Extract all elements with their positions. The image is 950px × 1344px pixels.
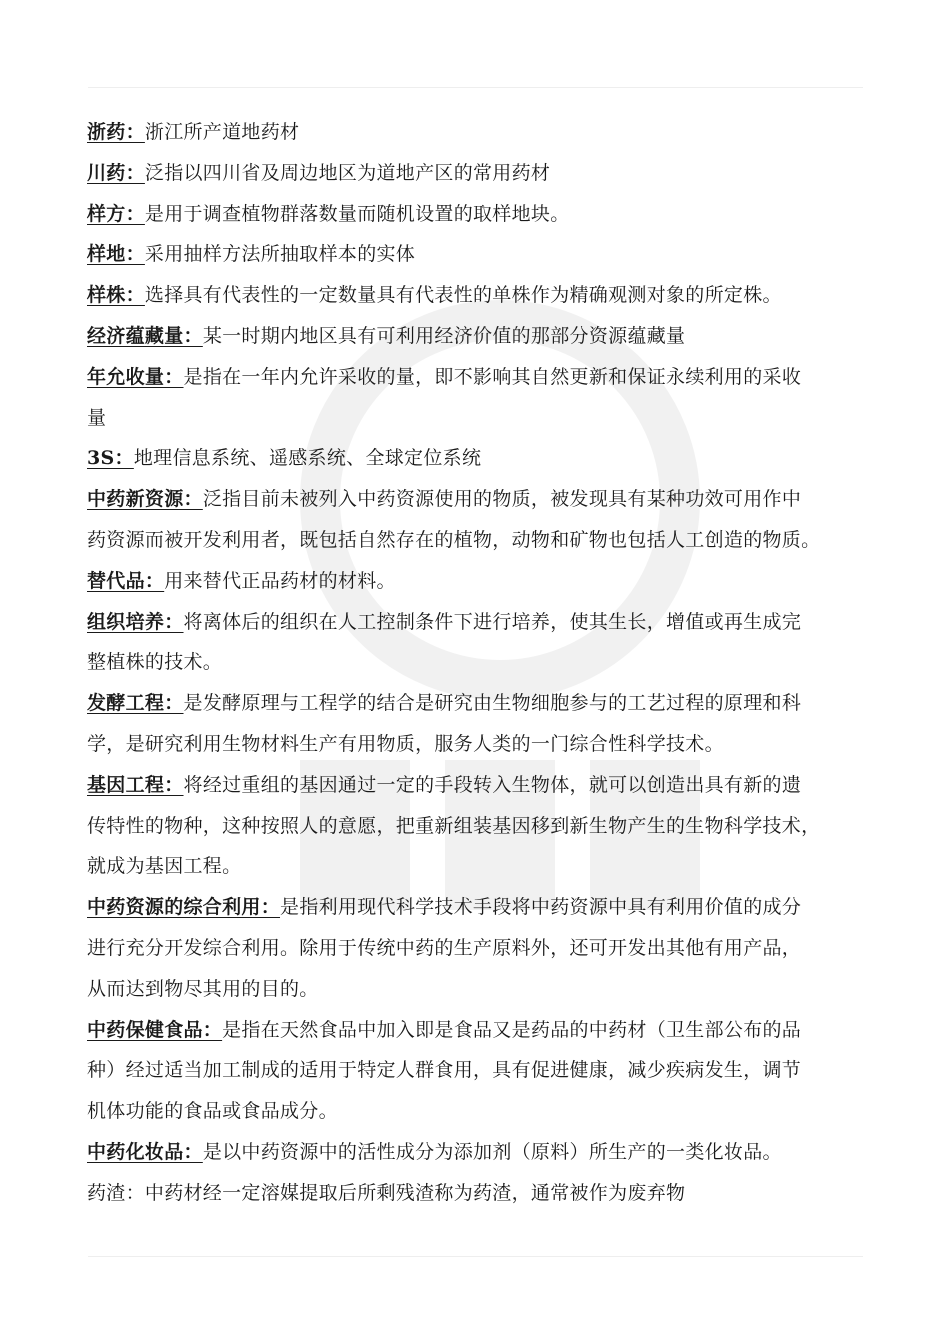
term-label: 替代品： bbox=[87, 569, 165, 592]
definition-text: 种）经过适当加工制成的适用于特定人群食用，具有促进健康，减少疾病发生，调节 bbox=[87, 1059, 802, 1082]
glossary-entry bbox=[87, 357, 887, 439]
term-label: 中药新资源： bbox=[87, 488, 203, 511]
entry-line bbox=[87, 1091, 887, 1132]
definition-text: 用来替代正品药材的材料。 bbox=[164, 569, 396, 592]
glossary-entry bbox=[87, 561, 887, 602]
term-label: 发酵工程： bbox=[87, 692, 184, 715]
definition-text: 机体功能的食品或食品成分。 bbox=[87, 1100, 338, 1123]
entry-line bbox=[87, 683, 887, 724]
term-label: 中药保健食品： bbox=[87, 1018, 223, 1041]
definition-text: 是指利用现代科学技术手段将中药资源中具有利用价值的成分 bbox=[280, 896, 802, 919]
glossary-entry bbox=[87, 1173, 887, 1214]
term-label: 样株： bbox=[87, 284, 145, 307]
definition-text: 是以中药资源中的活性成分为添加剂（原料）所生产的一类化妆品。 bbox=[202, 1140, 782, 1163]
term-label: 基因工程： bbox=[87, 773, 184, 796]
definition-text: 进行充分开发综合利用。除用于传统中药的生产原料外，还可开发出其他有用产品， bbox=[87, 936, 802, 959]
entry-line bbox=[87, 1173, 887, 1214]
glossary-entry bbox=[87, 765, 887, 887]
entry-line bbox=[87, 642, 887, 683]
entry-line bbox=[87, 275, 887, 316]
definition-text: 将离体后的组织在人工控制条件下进行培养，使其生长，增值或再生成完 bbox=[183, 610, 802, 633]
footer-rule bbox=[88, 1256, 863, 1257]
term-label: 中药化妆品： bbox=[87, 1140, 203, 1163]
definition-text: 泛指目前未被列入中药资源使用的物质，被发现具有某种功效可用作中 bbox=[202, 488, 802, 511]
definition-text: 就成为基因工程。 bbox=[87, 855, 242, 878]
definition-text: 整植株的技术。 bbox=[87, 651, 223, 674]
entry-line bbox=[87, 1132, 887, 1173]
entry-line bbox=[87, 602, 887, 643]
definition-text: 采用抽样方法所抽取样本的实体 bbox=[144, 243, 416, 266]
term-label: 年允收量： bbox=[87, 365, 184, 388]
definition-text: 某一时期内地区具有可利用经济价值的那部分资源蕴藏量 bbox=[202, 324, 686, 347]
entry-line bbox=[87, 928, 887, 969]
glossary-entry bbox=[87, 112, 887, 153]
term-label: 3S： bbox=[87, 447, 134, 470]
glossary-entry bbox=[87, 1010, 887, 1132]
definition-text: 泛指以四川省及周边地区为道地产区的常用药材 bbox=[144, 161, 551, 184]
entry-line bbox=[87, 194, 887, 235]
definition-text: 药资源而被开发利用者，既包括自然存在的植物，动物和矿物也包括人工创造的物质。 bbox=[87, 528, 821, 551]
glossary-entry bbox=[87, 438, 887, 479]
entry-line bbox=[87, 765, 887, 806]
glossary-entry bbox=[87, 683, 887, 765]
definition-text: 是用于调查植物群落数量而随机设置的取样地块。 bbox=[144, 202, 570, 225]
glossary-entry bbox=[87, 194, 887, 235]
entry-line bbox=[87, 316, 887, 357]
definition-text: 将经过重组的基因通过一定的手段转入生物体，就可以创造出具有新的遗 bbox=[183, 773, 802, 796]
term-label: 样地： bbox=[87, 243, 145, 266]
header-rule bbox=[88, 87, 863, 88]
glossary-entry bbox=[87, 479, 887, 561]
term-label: 川药： bbox=[87, 161, 145, 184]
entry-line bbox=[87, 153, 887, 194]
term-label: 样方： bbox=[87, 202, 145, 225]
entry-line bbox=[87, 520, 887, 561]
term-label: 浙药： bbox=[87, 121, 145, 143]
entry-line bbox=[87, 724, 887, 765]
entry-line bbox=[87, 438, 887, 479]
glossary-entry bbox=[87, 602, 887, 684]
entry-line bbox=[87, 969, 887, 1010]
entry-line bbox=[87, 398, 887, 439]
definition-text: 是指在天然食品中加入即是食品又是药品的中药材（卫生部公布的品 bbox=[222, 1018, 802, 1041]
entry-line bbox=[87, 561, 887, 602]
definition-text: 量 bbox=[87, 406, 107, 429]
glossary-entry bbox=[87, 1132, 887, 1173]
entry-line bbox=[87, 887, 887, 928]
entry-line bbox=[87, 234, 887, 275]
entry-line bbox=[87, 846, 887, 887]
definition-text: 是指在一年内允许采收的量，即不影响其自然更新和保证永续利用的采收 bbox=[183, 365, 802, 388]
entry-line bbox=[87, 1050, 887, 1091]
glossary-entry bbox=[87, 153, 887, 194]
glossary-entry bbox=[87, 316, 887, 357]
definition-text: 学，是研究利用生物材料生产有用物质，服务人类的一门综合性科学技术。 bbox=[87, 732, 724, 755]
definition-text: 传特性的物种，这种按照人的意愿，把重新组装基因移到新生物产生的生物科学技术， bbox=[87, 814, 821, 837]
definition-text: 浙江所产道地药材 bbox=[144, 121, 300, 143]
term-label: 组织培养： bbox=[87, 610, 184, 633]
glossary-list bbox=[87, 112, 887, 1214]
entry-line bbox=[87, 479, 887, 520]
glossary-entry bbox=[87, 887, 887, 1009]
definition-text: 是发酵原理与工程学的结合是研究由生物细胞参与的工艺过程的原理和科 bbox=[183, 692, 802, 715]
definition-text: 从而达到物尽其用的目的。 bbox=[87, 977, 319, 1000]
glossary-entry bbox=[87, 234, 887, 275]
definition-text: 药渣：中药材经一定溶媒提取后所剩残渣称为药渣，通常被作为废弃物 bbox=[87, 1181, 686, 1204]
definition-text: 选择具有代表性的一定数量具有代表性的单株作为精确观测对象的所定株。 bbox=[144, 284, 782, 307]
entry-line bbox=[87, 1010, 887, 1051]
glossary-entry bbox=[87, 275, 887, 316]
term-label: 经济蕴藏量： bbox=[87, 324, 203, 347]
entry-line bbox=[87, 357, 887, 398]
term-label: 中药资源的综合利用： bbox=[87, 896, 281, 919]
entry-line bbox=[87, 112, 887, 153]
definition-text: 地理信息系统、遥感系统、全球定位系统 bbox=[133, 447, 482, 470]
entry-line bbox=[87, 806, 887, 847]
